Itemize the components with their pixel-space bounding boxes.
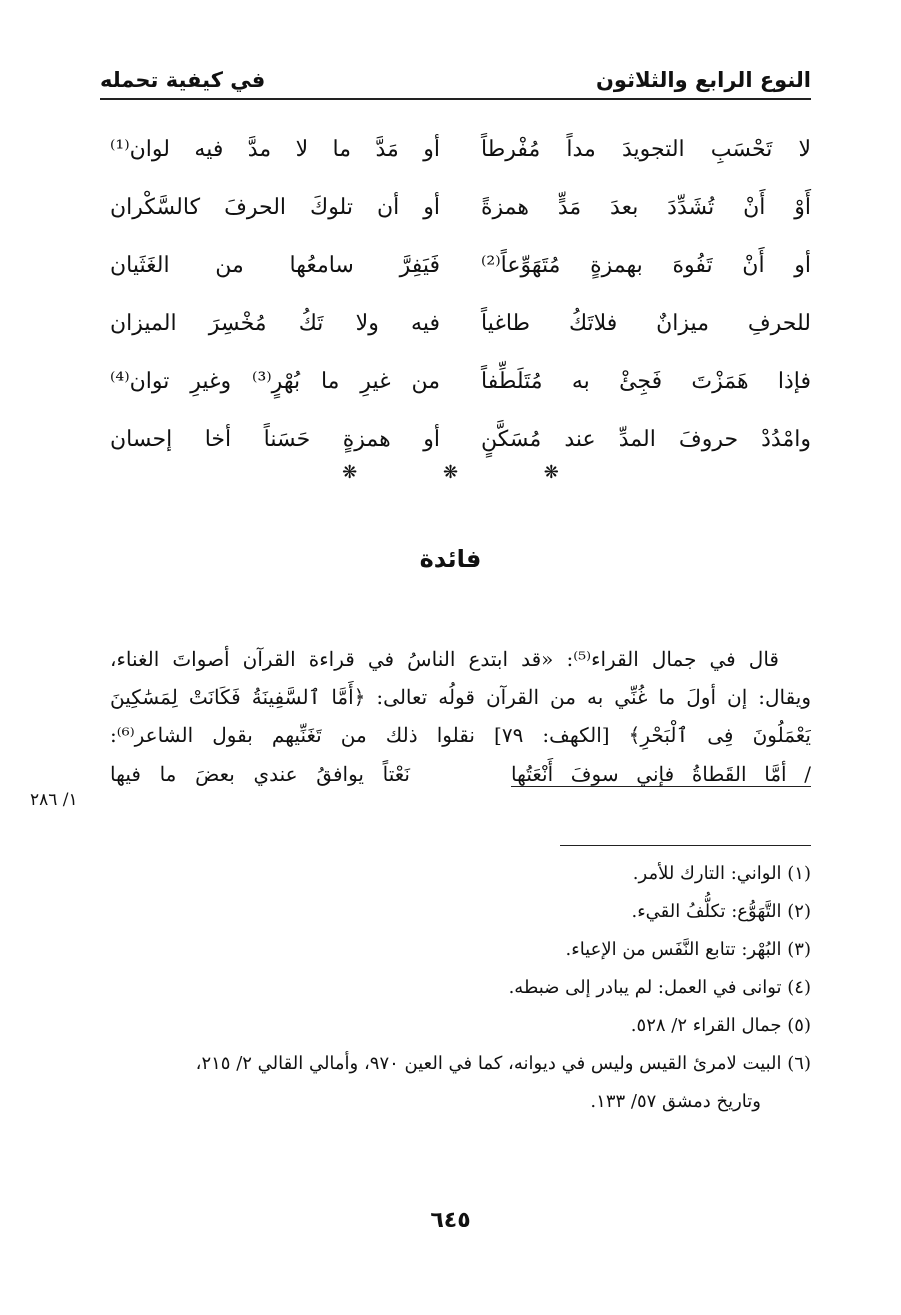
footnote: (٤) توانى في العمل: لم يبادر إلى ضبطه. [508,977,811,998]
verse-second-hemistich: فَيَفِرَّ سامعُها من الغَثَيان [110,252,440,278]
section-heading: فائدة [419,545,482,573]
header-section-title: في كيفية تحمله [100,68,266,92]
verse-second-hemistich: أو همزةٍ حَسَناً أخا إحسان [110,426,440,452]
paragraph-line: يَعْمَلُونَ فِى ٱلْبَحْرِ﴾ [الكهف: ٧٩] نقلوا ذلك من تَغَنِّيهم بقول الشاعر⁽⁶⁾: [110,723,811,747]
margin-page-reference: ١/ ٢٨٦ [30,790,78,810]
quoted-verse-first-hemistich: / أمَّا القَطاةُ فإني سوفَ أَنْعَتُها [511,761,811,786]
footnotes [80,855,811,1121]
paragraph-line: ويقال: إن أولَ ما غُنِّي به من القرآن قولُه تعالى: ﴿أَمَّا ٱلسَّفِينَةُ فَكَانَتْ لِمَسَٰكِينَ [110,685,811,709]
verse-first-hemistich: للحرفِ ميزانٌ فلاتَكُ طاغياً [481,310,811,336]
poem-block [110,120,811,468]
verse-first-hemistich: لا تَحْسَبِ التجويدَ مداً مُفْرطاً [481,136,811,162]
poem-verse [110,352,811,410]
footnote: (٥) جمال القراء ٢/ ٥٢٨. [630,1015,811,1036]
poem-verse [110,236,811,294]
footnote: (١) الواني: التارك للأمر. [632,863,811,884]
verse-first-hemistich: أَوْ أَنْ تُشَدِّدَ بعدَ مَدٍّ همزةً [481,194,811,220]
verse-second-hemistich: فيه ولا تَكُ مُخْسِرَ الميزان [110,310,440,336]
quoted-verse-second-hemistich: نَعْتاً يوافقُ عندي بعضَ ما فيها [110,762,410,786]
verse-first-hemistich: فإذا هَمَزْتَ فَجِئْ به مُتَلَطِّفاً [481,368,811,394]
section-separator: ❋ ❋ ❋ [342,462,599,483]
footnote: (٦) البيت لامرئ القيس وليس في ديوانه، كما في العين ٩٧٠، وأمالي القالي ٢/ ٢١٥، [195,1053,811,1074]
header-chapter-title: النوع الرابع والثلاثون [596,68,811,92]
poem-verse [110,178,811,236]
quoted-verse [110,754,811,794]
body-paragraph [110,640,811,794]
verse-second-hemistich: أو مَدَّ ما لا مدَّ فيه لوان⁽¹⁾ [110,136,440,162]
footnote-divider [560,845,811,846]
verse-first-hemistich: أو أَنْ تَفُوهَ بهمزةٍ مُتَهَوِّعاً⁽²⁾ [481,252,811,278]
poem-verse [110,294,811,352]
footnote: (٣) البُهْر: تتابع النَّفَس من الإعياء. [565,939,811,960]
verse-second-hemistich: أو أن تلوكَ الحرفَ كالسَّكْران [110,194,440,220]
paragraph-line: قال في جمال القراء⁽⁵⁾: «قد ابتدع الناسُ في قراءة القرآن أصواتَ الغناء، [110,647,779,671]
verse-first-hemistich: وامْدُدْ حروفَ المدِّ عند مُسَكَّنٍ [481,426,811,452]
footnote: (٢) التَّهَوُّع: تكلُّفُ القيء. [631,901,811,922]
poem-verse [110,410,811,468]
footnote-continuation: وتاريخ دمشق ٥٧/ ١٣٣. [590,1091,761,1112]
page-number: ٦٤٥ [430,1208,471,1233]
verse-second-hemistich: من غيرِ ما بُهْرٍ⁽³⁾ وغيرِ توان⁽⁴⁾ [110,368,440,394]
poem-verse [110,120,811,178]
running-header [100,52,811,100]
